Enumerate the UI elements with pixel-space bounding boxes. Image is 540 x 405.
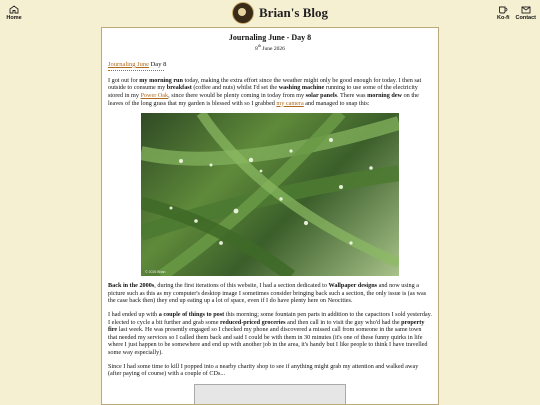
power-oak-link[interactable]: Power Oak (140, 92, 169, 100)
divider (108, 70, 164, 71)
right-nav (497, 5, 536, 21)
kofi-label: Ko-fi (496, 15, 510, 21)
home-link[interactable] (4, 5, 24, 21)
coffee-cup-icon (498, 5, 508, 14)
photo-credit: © 2026 Brian (145, 270, 166, 275)
home-icon (9, 5, 19, 14)
brand-title: Brian's Blog (259, 5, 328, 20)
paragraph-3: I had ended up with a couple of things to post this morning; some fountain pen parts in addition to the capacitors I sold yesterday. I elected to cycle a bit further and grab some reduced-priced groceries and then call in to visit the guy who'd had the property fire last week. He was presently engaged so I checked my phone and discovered a missed call from someone in the same town that needed my services so I called them back and said I could be with them in 30 minutes (it's one of these funny quirks in life where I just happen to be somewhere and end up with another job in the area, it's handy but I like people to think I have travelled some way especially). (108, 310, 432, 356)
mail-icon (521, 5, 531, 14)
top-nav-bar (0, 0, 540, 26)
category-link[interactable]: Journaling June (108, 60, 149, 68)
post-title: Journaling June - Day 8 (228, 33, 312, 42)
cd-photo (194, 384, 346, 405)
dew-grass-photo (141, 113, 399, 276)
contact-label: Contact (515, 15, 536, 21)
paragraph-2: Back in the 2000s, during the first iterations of this website, I had a section dedicated to Wallpaper designs and now using a picture such as this as my computer's desktop image I sometimes consider bringing back such a section, the only issue is (as was the case back then) they end up eating up a lot of space, even if I do have plenty here on Neocities. (108, 282, 427, 305)
site-logo (232, 2, 254, 24)
home-label: Home (6, 15, 22, 21)
kofi-link[interactable] (497, 5, 510, 21)
breadcrumb: Journaling June Day 8 (108, 60, 167, 68)
paragraph-1: I got out for my morning run today, making the extra effort since the weather might only be good enough for today. I then sat outside to consume my breakfast (coffee and nuts) whilst I'd set the washing machine running to use some of the electricity stored in my Power Oak, since there would be plenty coming in today from my solar panels. There was morning dew on the leaves of the long grass that my garden is blessed with so I grabbed my camera and managed to snap this: (108, 76, 422, 107)
post-card (101, 27, 439, 405)
contact-link[interactable] (516, 5, 536, 21)
brand[interactable] (232, 2, 328, 24)
post-date: 8th June 2026 (255, 43, 285, 52)
paragraph-4: Since I had some time to kill I popped into a nearby charity shop to see if anything might grab my attention and walked away (after paying of course) with a couple of CDs... (108, 362, 419, 378)
camera-link[interactable]: my camera (276, 99, 304, 107)
